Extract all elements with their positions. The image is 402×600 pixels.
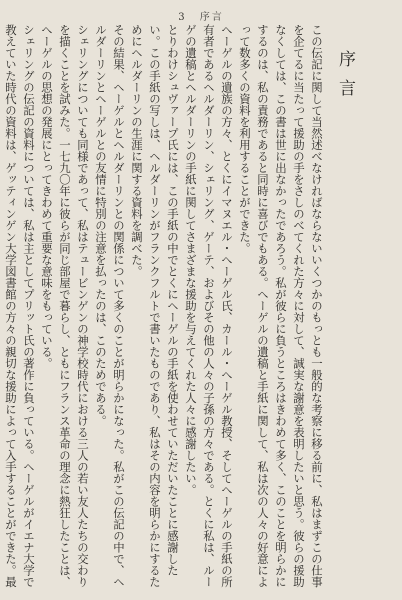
vertical-text-block (4, 24, 390, 590)
running-head-title: 序言 (199, 12, 224, 23)
paragraph-5: シェリングについても同様であって、私はテュービンゲンの神学校時代における三人の若い友人たちの交わりを描くことを試みた。一七九〇年に彼らが同じ部屋で暮らし、ともにフランス革命の理念に熱狂したことは、へーゲルの思想の発展にとってきわめて重要な意味をもっている。 (40, 24, 90, 588)
paragraph-2: へーゲルの遺族の方々、とくにイマヌエル・へーゲル氏、カール・へーゲル教授、そしてへーゲルの手紙の所有者であるヘルダーリン、シェリング、ゲーテ、およびその他の人々の子孫の方々である。とくに私は、ルーゲの遺稿とヘルダーリンの手紙に関してさまざまな援助を与えてくれた人々に感謝したい。 (184, 24, 234, 588)
paragraph-1: この伝記に関して当然述べなければならないいくつかのもっとも一般的な考察に移る前に、私はまずこの仕事を企てるに当たって援助の手をさしのべてくれた方々に対して、誠実な謝意を表明したいと思う。彼らの援助なくしては、この書は世に出なかったであろう。私が彼らに負うところはきわめて多く、このことを明らかにするのは、私の責務であると同時に喜びでもある。へーゲルの遺稿と手紙に関して、私は次の人々の好意によって数多くの資料を利用することができた。 (238, 24, 324, 588)
running-head (0, 8, 402, 23)
section-title: 序言 (335, 50, 355, 108)
paragraph-6: シェリングの伝記の資料については、私は主としてプリット氏の著作に負っている。ヘーゲルがイエナ大学で教えていた時代の資料は、ゲッティンゲン大学図書館の方々の親切な援助によって入手することができた。最 (4, 24, 36, 588)
page-number: 3 (178, 12, 187, 23)
paragraph-3: とりわけシュヴァープ氏には、この手紙の中でとくにヘーゲルの手紙を使わせていただいたことに感謝したい。この手紙の写しは、ヘルダーリンがフランクフルトで書いたものであり、私はその内容を明らかにするためにヘルダーリンの生涯に関する資料を調べた。 (130, 24, 180, 588)
paragraph-4: その結果、ヘーゲルとヘルダーリンとの関係について多くのことが明らかになった。私がこの伝記の中で、ヘルダーリンとヘーゲルとの友情に特別の注意を払ったのは、このためである。 (94, 24, 126, 588)
